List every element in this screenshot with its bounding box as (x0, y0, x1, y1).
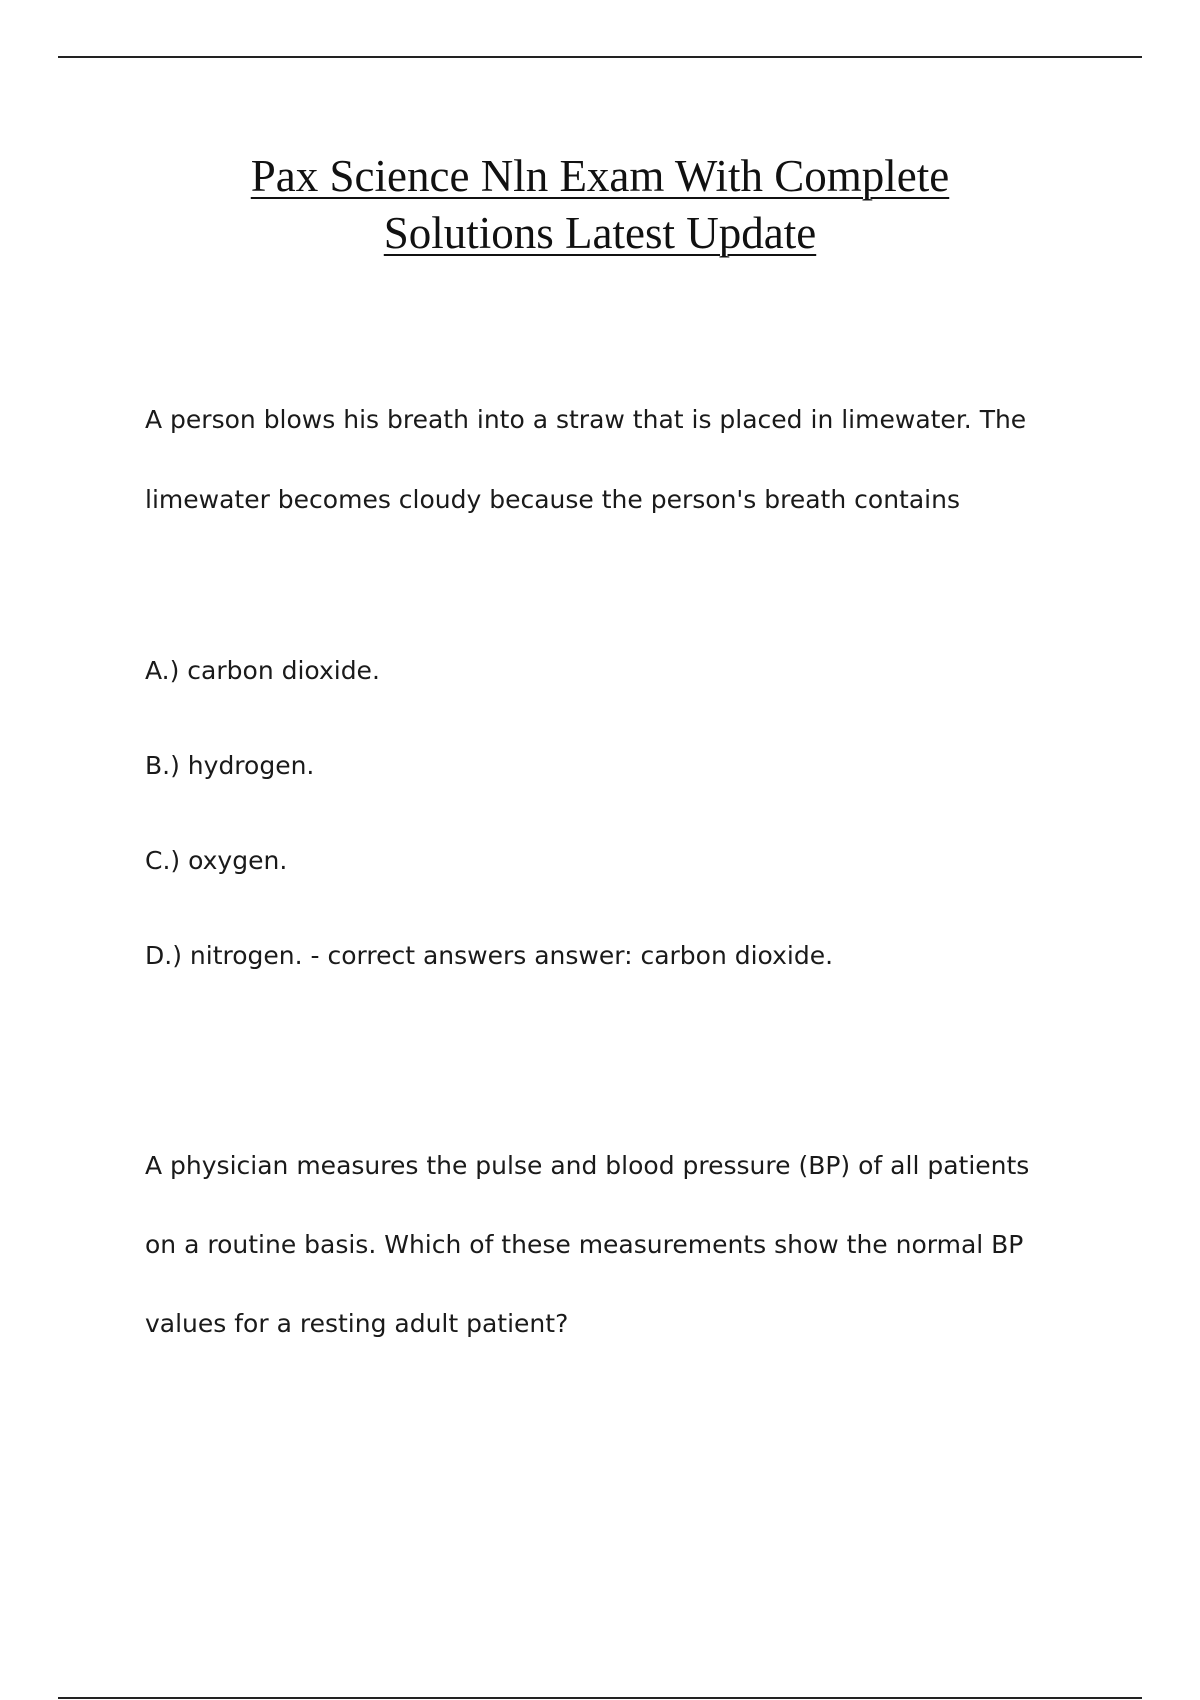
question-2-line: A physician measures the pulse and blood pressure (BP) of all patients (145, 1151, 1030, 1180)
question-1-line: limewater becomes cloudy because the person's breath contains (145, 485, 960, 514)
question-1-text (145, 380, 1105, 540)
question-1-line: A person blows his breath into a straw that is placed in limewater. The (145, 405, 1027, 434)
bottom-divider (58, 1697, 1142, 1699)
title-line-1: Pax Science Nln Exam With Complete (250, 151, 950, 201)
answer-option-b: B.) hydrogen. (145, 751, 315, 780)
question-2-line: on a routine basis. Which of these measurements show the normal BP (145, 1230, 1024, 1259)
answer-option-a: A.) carbon dioxide. (145, 656, 380, 685)
top-divider (58, 56, 1142, 58)
question-2-line: values for a resting adult patient? (145, 1309, 569, 1338)
question-2-text (145, 1126, 1105, 1363)
document-title (0, 148, 1200, 262)
title-line-2: Solutions Latest Update (383, 208, 817, 258)
answer-option-d: D.) nitrogen. - correct answers answer: carbon dioxide. (145, 941, 834, 970)
answer-option-c: C.) oxygen. (145, 846, 288, 875)
